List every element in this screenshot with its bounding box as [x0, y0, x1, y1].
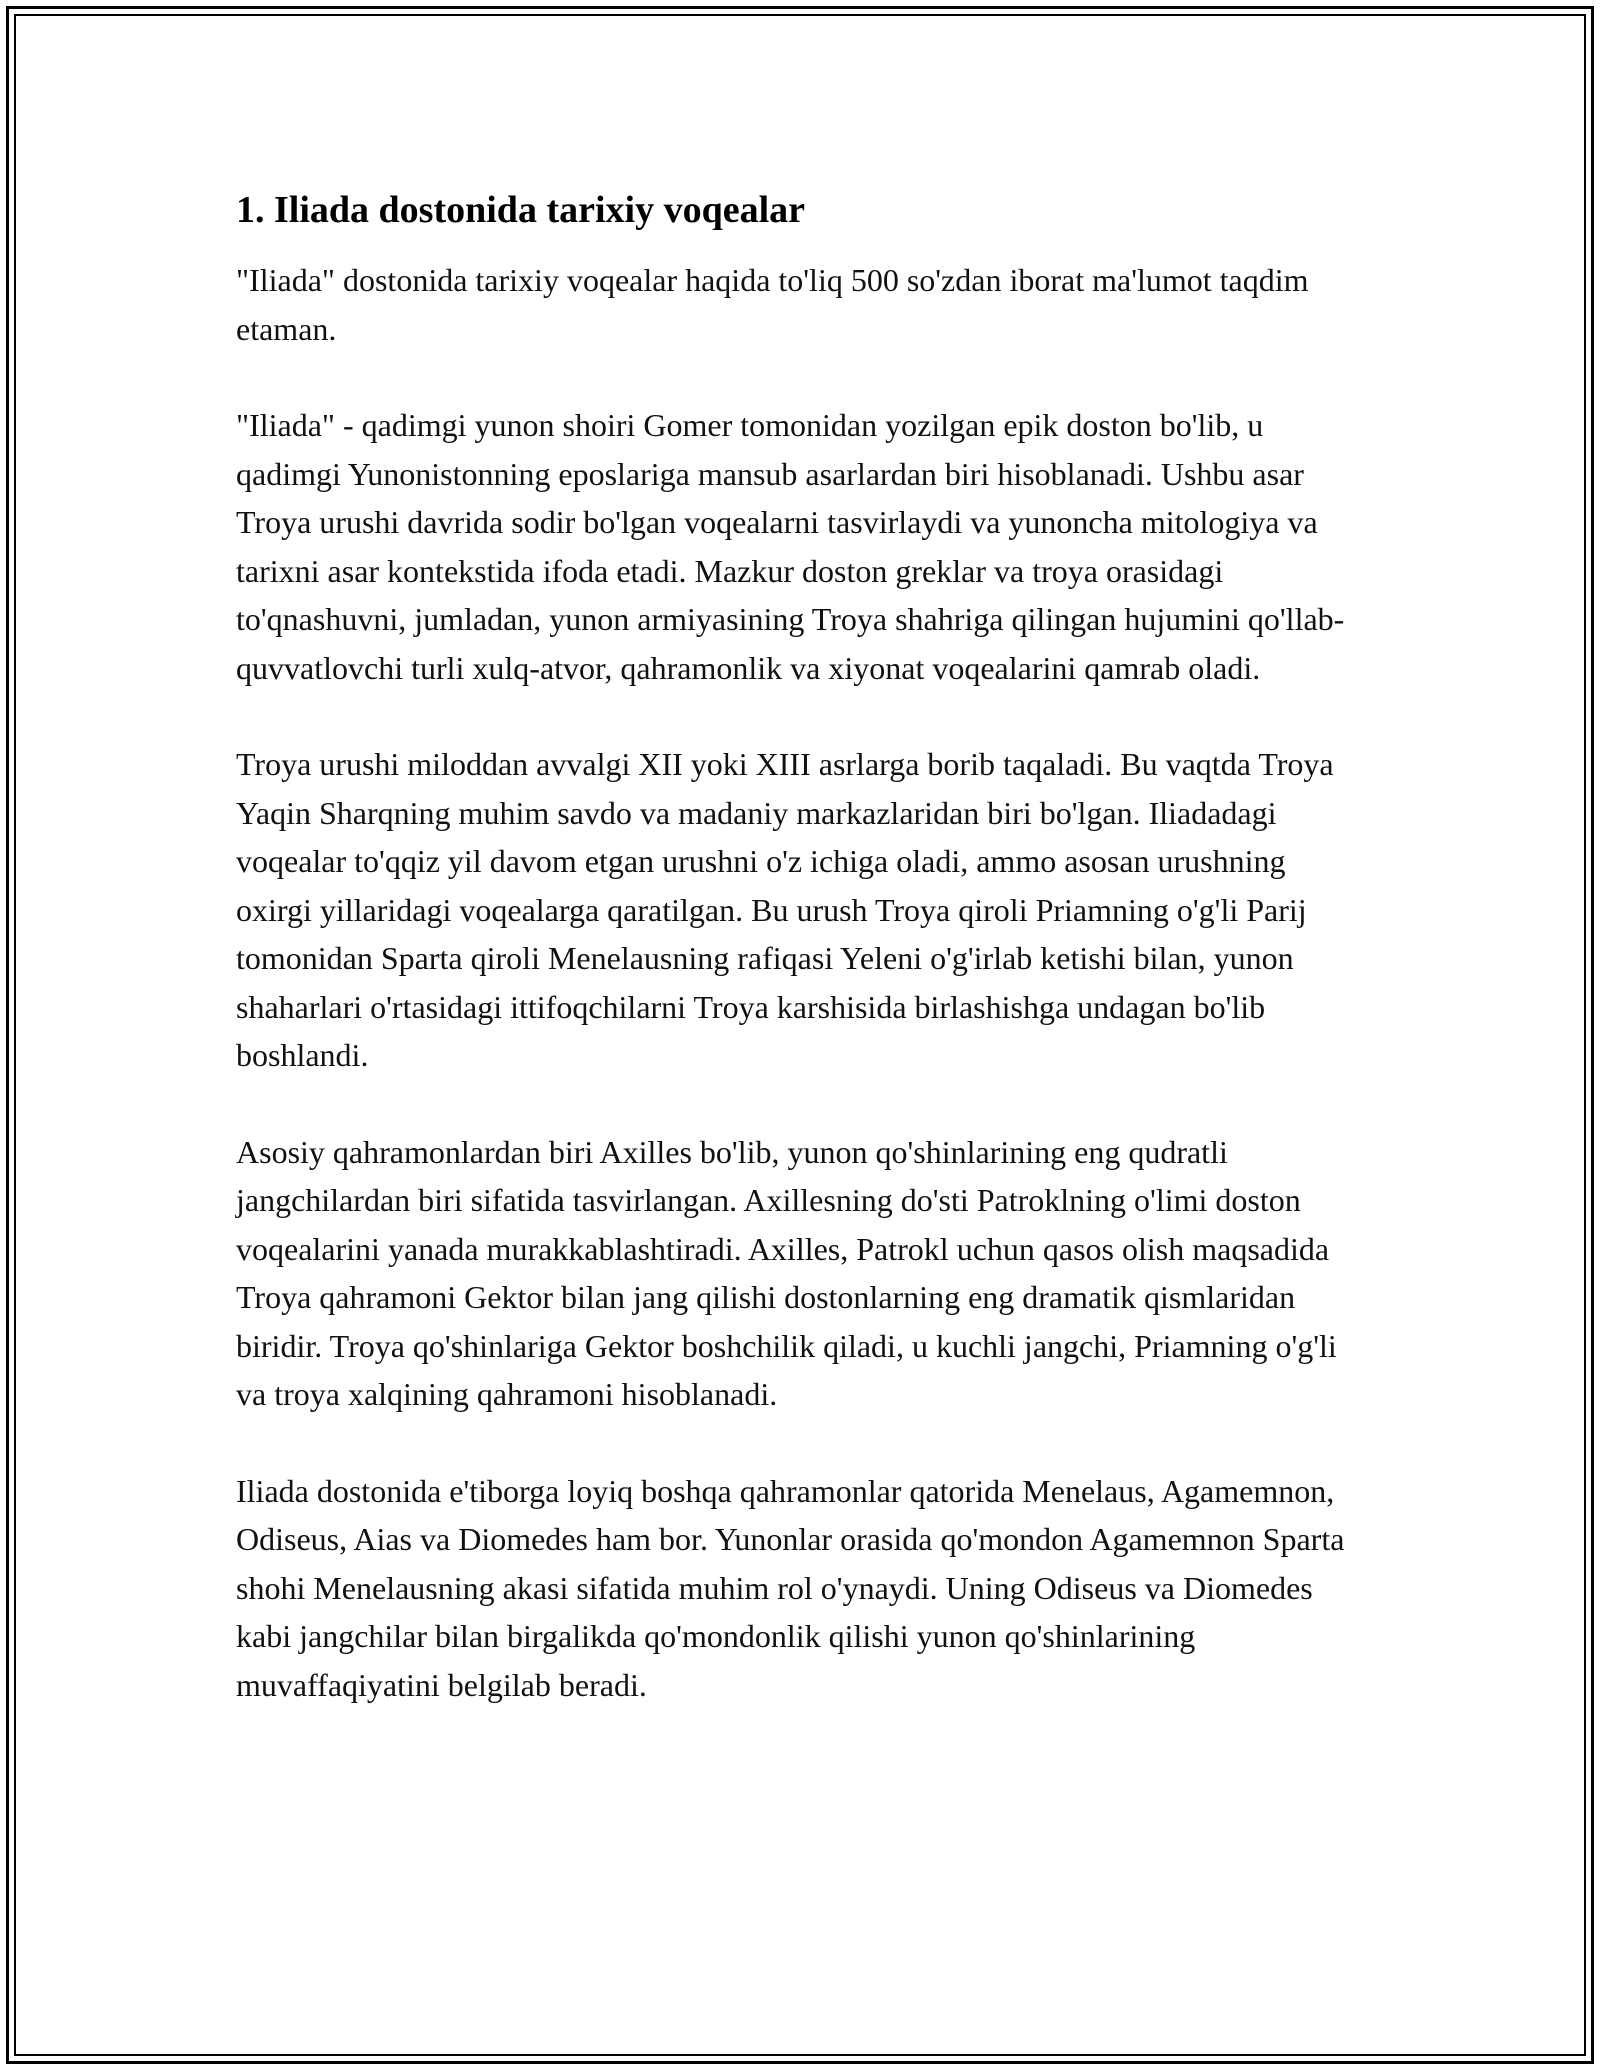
- paragraph-achilles: Asosiy qahramonlardan biri Axilles bo'lib, yunon qo'shinlarining eng qudratli jangchilardan biri sifatida tasvirlangan. Axillesning do'sti Patroklning o'limi doston voqealarini yanada murakkablashtiradi. Axilles, Patrokl uchun qasos olish maqsadida Troya qahramoni Gektor bilan jang qilishi dostonlarning eng dramatik qismlaridan biridir. Troya qo'shinlariga Gektor boshchilik qiladi, u kuchli jangchi, Priamning o'g'li va troya xalqining qahramoni hisoblanadi.: [236, 1133, 1337, 1412]
- paragraph-intro: "Iliada" dostonida tarixiy voqealar haqida to'liq 500 so'zdan iborat ma'lumot taqdim etaman.: [236, 262, 1309, 347]
- paragraph-troy-war: Troya urushi miloddan avvalgi XII yoki XIII asrlarga borib taqaladi. Bu vaqtda Troya Yaqin Sharqning muhim savdo va madaniy markazlaridan biri bo'lgan. Iliadadagi voqealar to'qqiz yil davom etgan urushni o'z ichiga oladi, ammo asosan urushning oxirgi yillaridagi voqealarga qaratilgan. Bu urush Troya qiroli Priamning o'g'li Parij tomonidan Sparta qiroli Menelausning rafiqasi Yeleni o'g'irlab ketishi bilan, yunon shaharlari o'rtasidagi ittifoqchilarni Troya karshisida birlashishga undagan bo'lib boshlandi.: [236, 746, 1334, 1073]
- paragraph-other-heroes: Iliada dostonida e'tiborga loyiq boshqa qahramonlar qatorida Menelaus, Agamemnon, Odiseus, Aias va Diomedes ham bor. Yunonlar orasida qo'mondon Agamemnon Sparta shohi Menelausning akasi sifatida muhim rol o'ynaydi. Uning Odiseus va Diomedes kabi jangchilar bilan birgalikda qo'mondonlik qilishi yunon qo'shinlarining muvaffaqiyatini belgilab beradi.: [236, 1472, 1345, 1703]
- section-heading: 1. Iliada dostonida tarixiy voqealar: [236, 189, 805, 231]
- document-body: [236, 186, 1366, 1757]
- paragraph-overview: "Iliada" - qadimgi yunon shoiri Gomer tomonidan yozilgan epik doston bo'lib, u qadimgi Yunonistonning eposlariga mansub asarlardan biri hisoblanadi. Ushbu asar Troya urushi davrida sodir bo'lgan voqealarni tasvirlaydi va yunoncha mitologiya va tarixni asar kontekstida ifoda etadi. Mazkur doston greklar va troya orasidagi to'qnashuvni, jumladan, yunon armiyasining Troya shahriga qilingan hujumini qo'llab-quvvatlovchi turli xulq-atvor, qahramonlik va xiyonat voqealarini qamrab oladi.: [236, 407, 1345, 686]
